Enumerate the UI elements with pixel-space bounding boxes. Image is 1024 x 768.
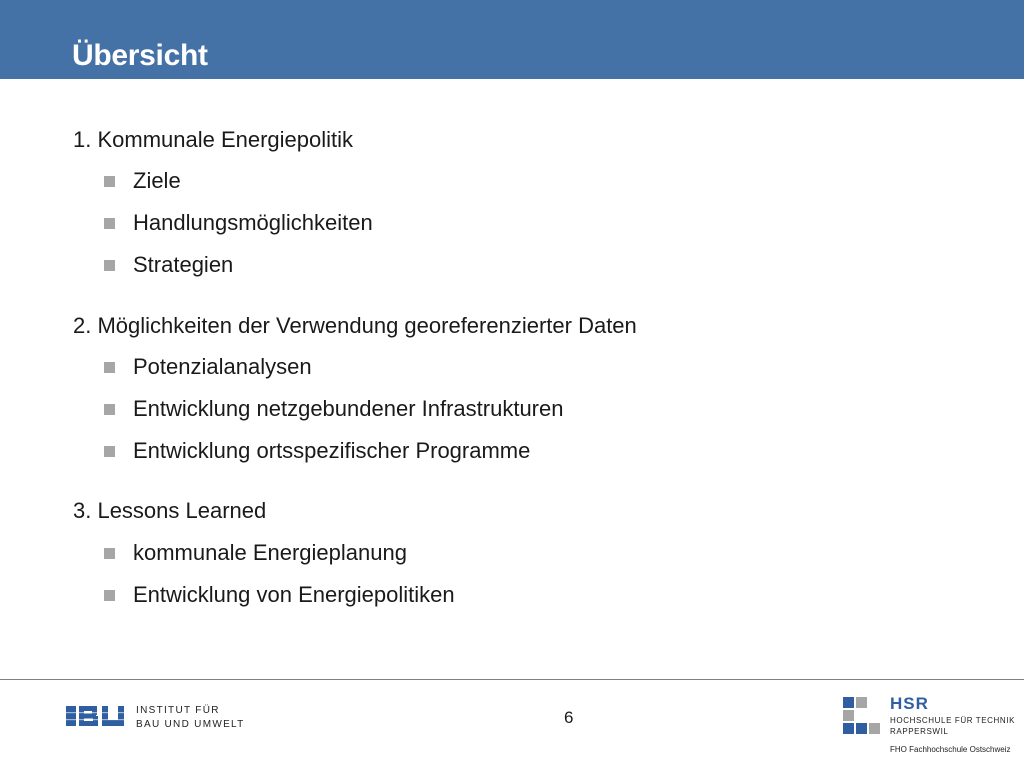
square-bullet-icon [104,590,115,601]
list-item-label: Entwicklung netzgebundener Infrastrukturen [133,396,564,421]
page-number: 6 [564,708,574,727]
hsr-logo-icon [843,697,881,735]
hsr-line2: RAPPERSWIL [890,727,949,736]
section-title-2: 2. Möglichkeiten der Verwendung georeferenzierter Daten [73,313,637,338]
square-bullet-icon [104,218,115,229]
list-item-label: Potenzialanalysen [133,354,312,379]
footer-divider [0,679,1024,680]
list-item-label: Handlungsmöglichkeiten [133,210,373,235]
square-bullet-icon [104,446,115,457]
square-bullet-icon [104,548,115,559]
hsr-name: HSR [890,694,929,713]
square-bullet-icon [104,260,115,271]
list-item-label: Entwicklung von Energiepolitiken [133,582,455,607]
ibu-institute-line1: INSTITUT FÜR [136,705,220,716]
hsr-line1: HOCHSCHULE FÜR TECHNIK [890,716,1016,725]
section-title-1: 1. Kommunale Energiepolitik [73,127,354,152]
square-bullet-icon [104,176,115,187]
section-title-3: 3. Lessons Learned [73,498,267,523]
square-bullet-icon [104,404,115,415]
slide-header [0,0,1024,79]
slide-title: Übersicht [72,39,208,72]
ibu-logo-icon [66,706,124,726]
list-item-label: Entwicklung ortsspezifischer Programme [133,438,531,463]
ibu-institute-line2: BAU UND UMWELT [136,719,245,730]
hsr-fho: FHO Fachhochschule Ostschweiz [890,745,1011,754]
list-item-label: Strategien [133,252,234,277]
list-item-label: Ziele [133,168,181,193]
square-bullet-icon [104,362,115,373]
list-item-label: kommunale Energieplanung [133,540,407,565]
